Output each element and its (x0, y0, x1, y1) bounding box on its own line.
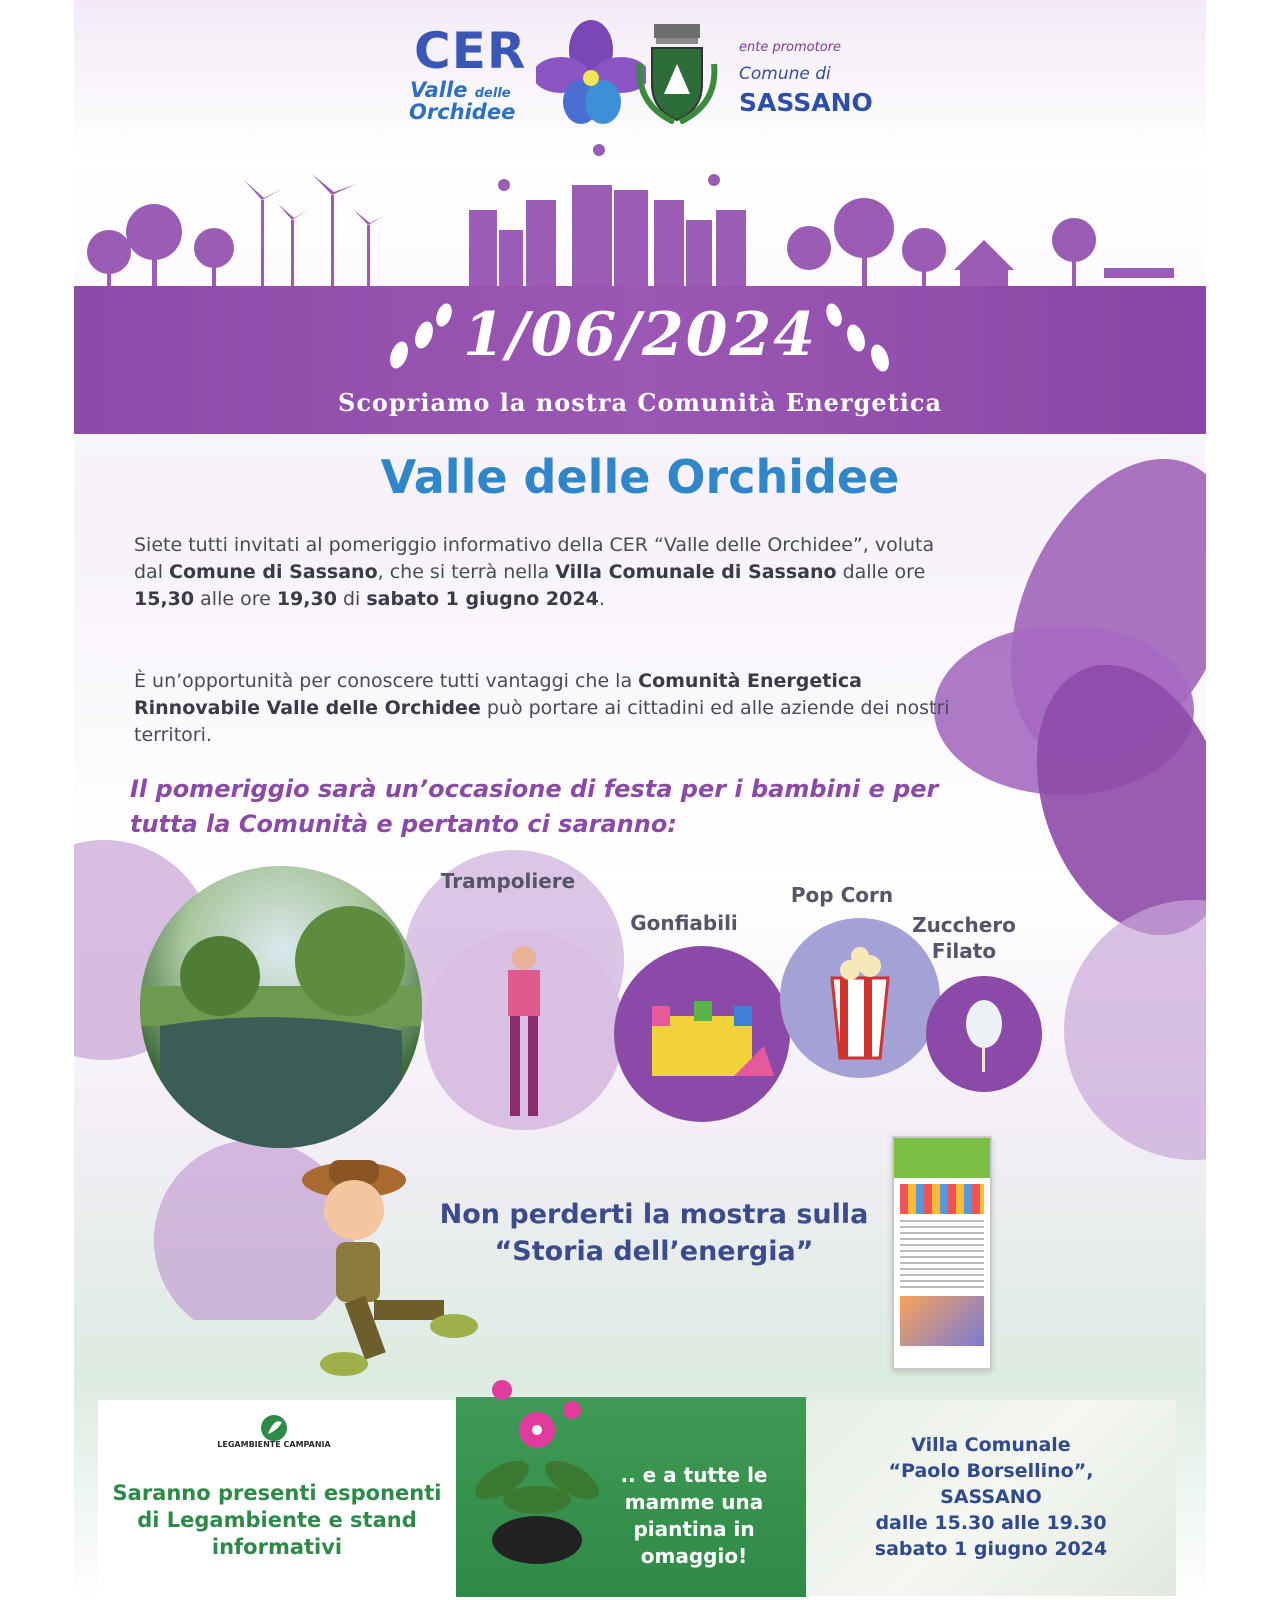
venue-line5: sabato 1 giugno 2024 (874, 1538, 1108, 1560)
venue-line3: SASSANO (940, 1486, 1042, 1508)
festa-heading: Il pomeriggio sarà un’occasione di festa per i bambini e per tutta la Comunità e pertanto ci saranno: (130, 775, 939, 838)
exhibit-callout (414, 1196, 894, 1270)
label-gonfiabili: Gonfiabili (630, 911, 738, 935)
page-title: Valle delle Orchidee (380, 450, 900, 504)
venue-line4: dalle 15.30 alle 19.30 (875, 1512, 1107, 1534)
label-zucchero-filato: Zucchero Filato (912, 913, 1016, 963)
footprints-icon-right (814, 300, 904, 380)
venue-info (806, 1432, 1176, 1562)
park-photo (140, 866, 422, 1148)
cer-logo-text: CER (414, 22, 527, 80)
potted-plant-image (462, 1370, 612, 1570)
orchid-flower-icon (536, 20, 646, 128)
stilt-walker-image (424, 930, 624, 1130)
exhibit-line1: Non perderti la mostra sulla (439, 1199, 869, 1230)
city-skyline-illustration (74, 140, 1206, 290)
event-poster (74, 0, 1206, 1600)
cer-logo-subtitle-2: Orchidee (409, 100, 516, 124)
legambiente-text: Saranno presenti esponenti di Legambiente e stand informativi (112, 1481, 442, 1559)
event-date: 1/06/2024 (462, 300, 818, 370)
label-trampoliere: Trampoliere (440, 869, 576, 893)
rollup-banner-image (892, 1136, 992, 1370)
venue-line1: Villa Comunale (911, 1434, 1071, 1456)
venue-line2: “Paolo Borsellino”, (888, 1460, 1094, 1482)
footprints-icon (374, 300, 464, 380)
bouncy-castle-image (614, 946, 790, 1122)
exhibit-line2: “Storia dell’energia” (494, 1236, 814, 1267)
promoter-label: ente promotore (739, 40, 842, 55)
opportunity-paragraph: È un’opportunità per conoscere tutti vantaggi che la Comunità Energetica Rinnovabile Valle delle Orchidee può portare ai cittadini ed alle aziende dei nostri territori. (134, 670, 950, 746)
event-tagline: Scopriamo la nostra Comunità Energetica (337, 388, 943, 417)
intro-paragraph: Siete tutti invitati al pomeriggio informativo della CER “Valle delle Orchidee”, voluta dal Comune di Sassano, che si terrà nella Villa Comunale di Sassano dalle ore 15,30 alle ore 19,30 di sabato 1 giugno 2024. (134, 534, 935, 610)
promoter-line1: Comune di (739, 64, 831, 84)
cer-logo-subtitle: Valle delle (410, 78, 511, 102)
coat-of-arms-icon (634, 24, 720, 124)
legambiente-logo-text: LEGAMBIENTE CAMPANIA (217, 1440, 331, 1449)
label-pop-corn: Pop Corn (790, 883, 894, 907)
plant-gift-text: .. e a tutte le mamme una piantina in omaggio! (620, 1463, 768, 1568)
promoter-line2: SASSANO (739, 88, 873, 117)
legambiente-logo-icon (260, 1414, 288, 1442)
cotton-candy-image (926, 976, 1042, 1092)
